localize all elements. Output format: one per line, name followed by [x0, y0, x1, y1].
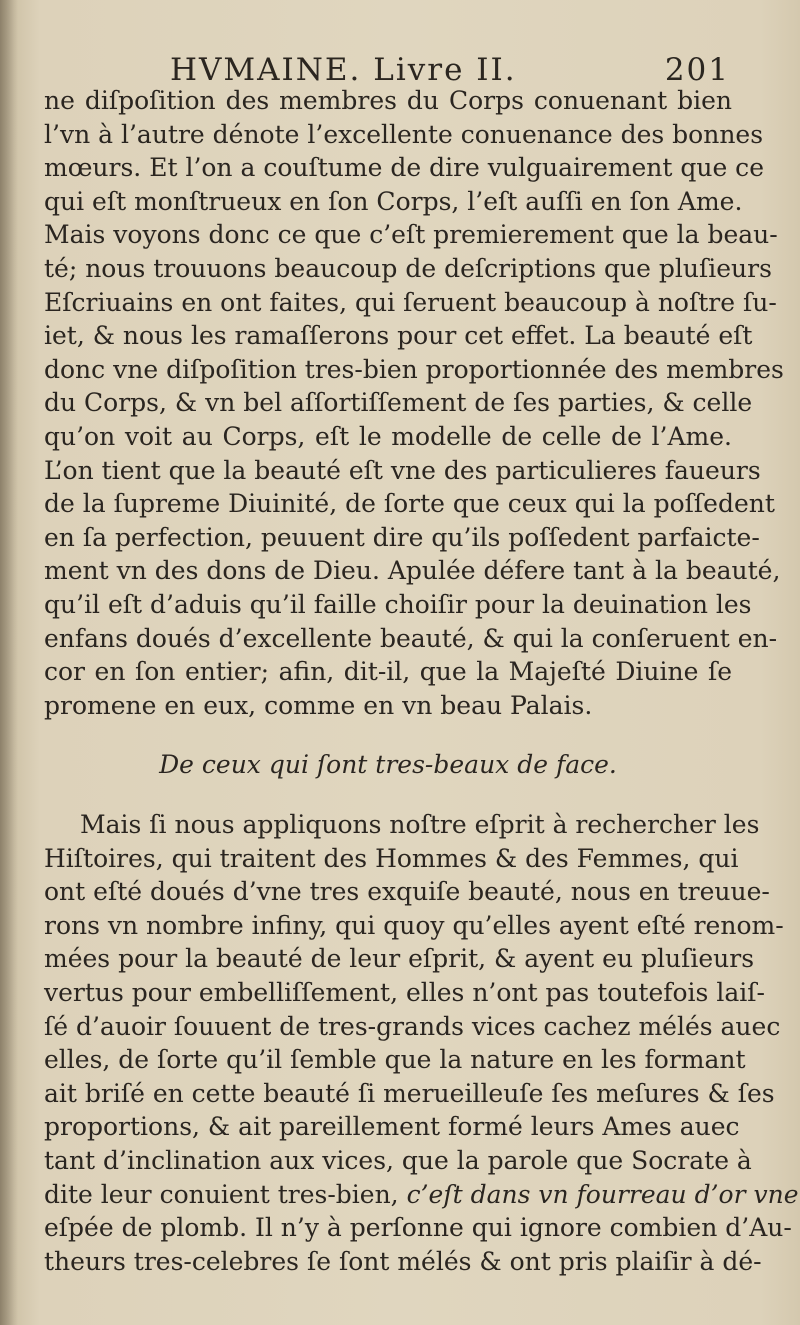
text-line: [44, 1178, 799, 1212]
text-line: tant d’inclination aux vices, que la parole que Socrate à: [44, 1145, 752, 1175]
section-heading: De ceux qui ſont tres-beaux de face.: [159, 750, 617, 779]
text-line: ont eſté doués d’vne tres exquiſe beauté, nous en treuue-: [44, 877, 770, 907]
text-line: ait briſé en cette beauté ſi merueilleuſe ſes meſures & ſes: [44, 1078, 775, 1108]
text-line: té; nous trouuons beaucoup de deſcriptions que pluſieurs: [44, 253, 772, 283]
italic-quote: c’eſt dans vn fourreau d’or vne: [406, 1179, 799, 1209]
text-line: iet, & nous les ramaſſerons pour cet effet. La beauté eſt: [44, 321, 753, 351]
text-line: mœurs. Et l’on a couſtume de dire vulguairement que ce: [44, 153, 764, 183]
text-line: qu’il eſt d’aduis qu’il faille choiſir pour la deuination les: [44, 589, 752, 619]
text-line: en ſa perfection, peuuent dire qu’ils poſſedent parfaicte-: [44, 522, 760, 552]
text-line: qui eſt monſtrueux en ſon Corps, l’eſt auſſi en ſon Ame.: [44, 186, 743, 216]
text-line: de la ſupreme Diuinité, de ſorte que ceux qui la poſſedent: [44, 489, 775, 519]
text-line: ne diſpoſition des membres du Corps conuenant bien: [44, 86, 732, 115]
text-run: dite leur conuient tres-bien,: [44, 1179, 399, 1209]
text-line: proportions, & ait pareillement formé leurs Ames auec: [44, 1112, 740, 1142]
text-line: promene en eux, comme en vn beau Palais.: [44, 690, 593, 720]
text-line: Eſcriuains en ont faites, qui ſeruent beaucoup à noſtre ſu-: [44, 287, 777, 317]
text-line: elles, de ſorte qu’il ſemble que la nature en les formant: [44, 1045, 746, 1075]
text-line: Mais ſi nous appliquons noſtre eſprit à rechercher les: [80, 810, 760, 839]
text-line: theurs tres-celebres ſe ſont mélés & ont pris plaiſir à dé-: [44, 1246, 762, 1276]
text-line: cor en ſon entier; afin, dit-il, que la Majeſté Diuine ſe: [44, 657, 732, 687]
text-line: L’on tient que la beauté eſt vne des particulieres faueurs: [44, 455, 761, 485]
text-line: eſpée de plomb. Il n’y à perſonne qui ignore combien d’Au-: [44, 1213, 792, 1243]
text-line: vertus pour embelliſſement, elles n’ont pas toutefois laiſ-: [44, 977, 765, 1007]
paragraph-2: [44, 808, 799, 1278]
running-head-title: HVMAINE. Livre II.: [170, 52, 517, 88]
text-line: ſé d’auoir ſouuent de tres-grands vices cachez mélés auec: [44, 1011, 781, 1041]
text-line: Hiſtoires, qui traitent des Hommes & des Femmes, qui: [44, 843, 739, 873]
text-line: donc vne diſpoſition tres-bien proportionnée des membres: [44, 354, 784, 384]
text-line: du Corps, & vn bel aſſortiſſement de ſes parties, & celle: [44, 388, 753, 418]
paragraph-1: [44, 84, 784, 722]
text-line: ment vn des dons de Dieu. Apulée défere tant à la beauté,: [44, 556, 781, 586]
text-line: l’vn à l’autre dénote l’excellente conuenance des bonnes: [44, 119, 764, 149]
text-line: qu’on voit au Corps, eſt le modelle de celle de l’Ame.: [44, 421, 732, 451]
page-number: 201: [664, 52, 730, 88]
text-line: enfans doués d’excellente beauté, & qui la conſeruent en-: [44, 623, 778, 653]
text-line: rons vn nombre infiny, qui quoy qu’elles ayent eſté renom-: [44, 910, 784, 940]
text-line: Mais voyons donc ce que c’eſt premierement que la beau-: [44, 220, 778, 250]
text-line: mées pour la beauté de leur eſprit, & ayent eu pluſieurs: [44, 944, 755, 974]
